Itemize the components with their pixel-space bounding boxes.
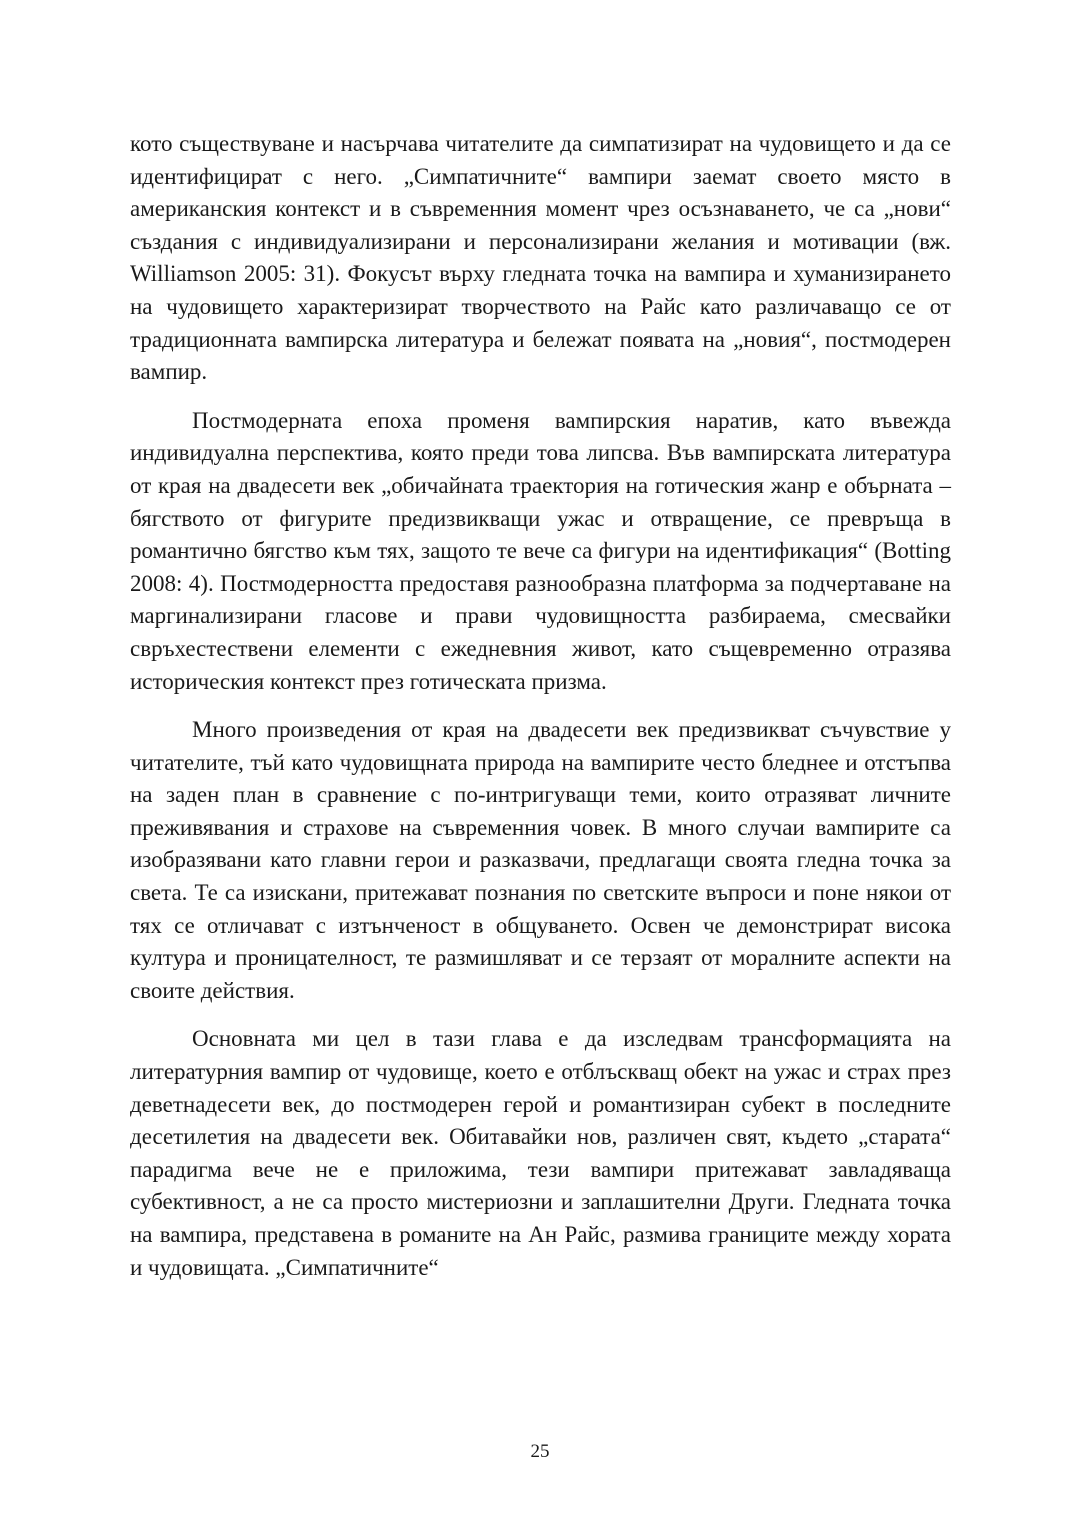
- page-body: [130, 128, 951, 1284]
- page-number: 25: [530, 1441, 550, 1462]
- paragraph-late-twentieth-century: Много произведения от края на двадесети век предизвикват съчувствие у читателите, тъй като чудовищната природа на вампирите често бледнее и отстъпва на заден план в сравнение с по-интригуващи теми, които отразяват личните преживявания и страхове на съвременния човек. В много случаи вампирите са изобразявани като главни герои и разказвачи, предлагащи своята гледна точка за света. Те са изискани, притежават познания по светските въпроси и поне някои от тях се отличават с изтънченост в общуването. Освен че демонстрират висока култура и проницателност, те размишляват и се терзаят от моралните аспекти на своите действия.: [130, 717, 951, 1003]
- paragraph-chapter-aim: Основната ми цел в тази глава е да изследвам трансформацията на литературния вампир от чудовище, което е отблъскващ обект на ужас и страх през деветнадесети век, до постмодерен герой и романтизиран субект в последните десетилетия на двадесети век. Обитавайки нов, различен свят, където „старата“ парадигма вече не е приложима, тези вампири притежават завладяваща субективност, а не са просто мистериозни и заплашителни Други. Гледната точка на вампира, представена в романите на Ан Райс, размива границите между хората и чудовищата. „Симпатичните“: [130, 1026, 951, 1280]
- paragraph-postmodern-era: Постмодерната епоха променя вампирския наратив, като въвежда индивидуална перспектива, която преди това липсва. Във вампирската литература от края на двадесети век „обичайната траектория на готическия жанр е обърната – бягството от фигурите предизвикващи ужас и отвращение, се превръща в романтично бягство към тях, защото те вече са фигури на идентификация“ (Botting 2008: 4). Постмодерността предоставя разнообразна платформа за подчертаване на маргинализирани гласове и прави чудовищността разбираема, смесвайки свръхестествени елементи с ежедневния живот, като същевременно отразява историческия контекст през готическата призма.: [130, 407, 951, 694]
- paragraph-continuation: кото съществуване и насърчава читателите да симпатизират на чудовището и да се идентифицират с него. „Симпатичните“ вампири заемат своето място в американския контекст и в съвременния момент чрез осъзнаването, че са „нови“ създания с индивидуализирани и персонализирани желания и мотивации (вж. Williamson 2005: 31). Фокусът върху гледната точка на вампира и хуманизирането на чудовището характеризират творчеството на Райс като различаващо се от традиционната вампирска литература и бележат появата на „новия“, постмодерен вампир.: [130, 131, 951, 385]
